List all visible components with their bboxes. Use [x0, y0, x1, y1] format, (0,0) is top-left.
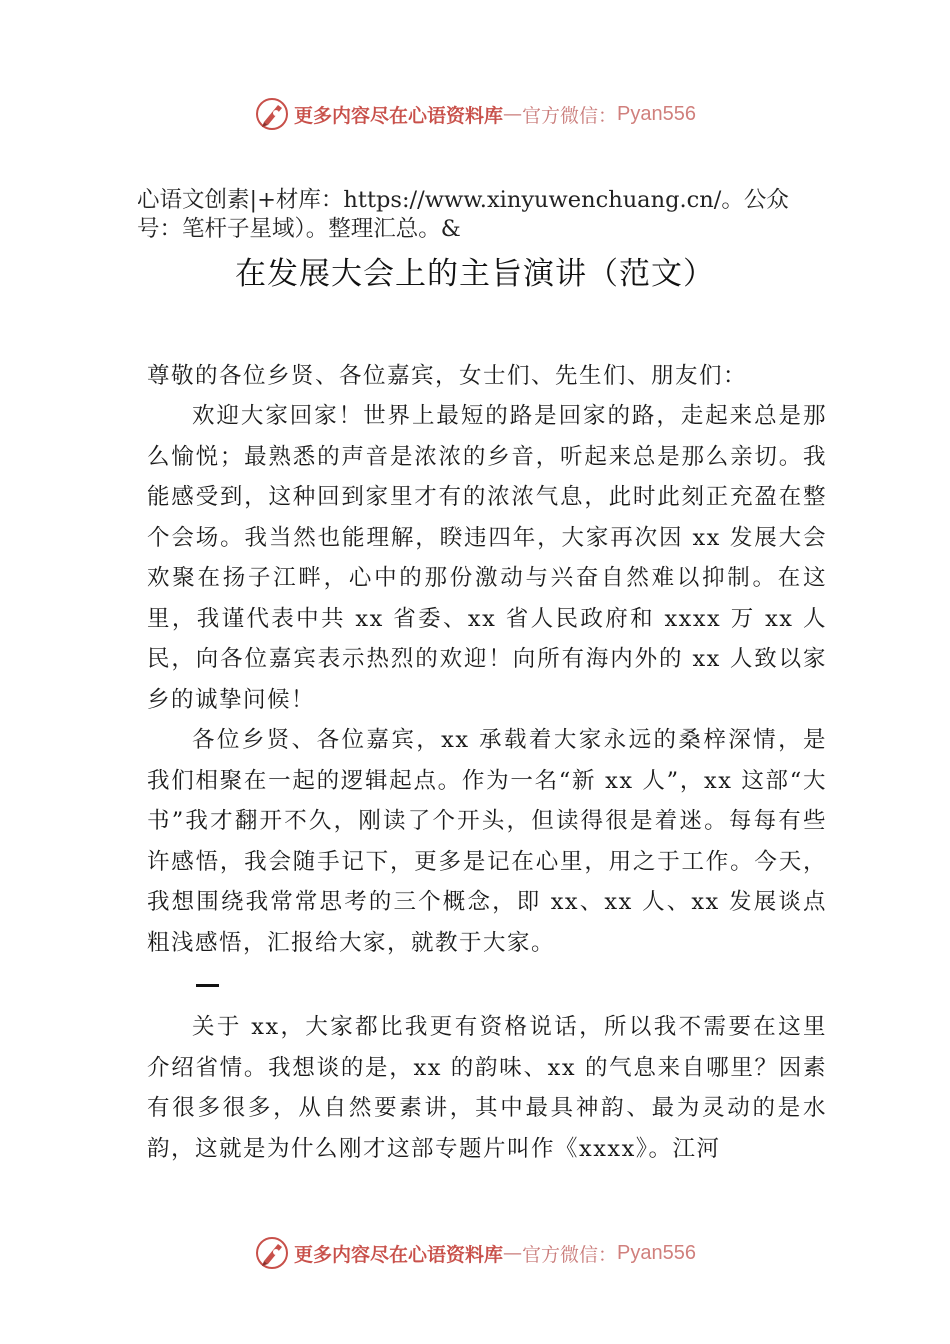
- body-section-one: [147, 1007, 827, 1169]
- salutation: [147, 356, 827, 397]
- watermark-separator: —: [503, 1242, 523, 1264]
- watermark-main-text: 更多内容尽在心语资料库: [294, 104, 504, 127]
- pen-logo-icon: [254, 96, 290, 132]
- watermark-wechat-id: Pyan556: [617, 1241, 696, 1264]
- watermark-wechat-id: Pyan556: [617, 102, 696, 125]
- watermark-banner-bottom: [0, 1233, 950, 1273]
- paragraph: 关于 xx，大家都比我更有资格说话，所以我不需要在这里介绍省情。我想谈的是，xx 的韵味、xx 的气息来自哪里？因素有很多很多，从自然要素讲，其中最具神韵、最为灵动的是水韵，这就是为什么刚才这部专题片叫作《xxxx》。江河: [147, 1014, 827, 1162]
- watermark-wechat-label: 官方微信：: [522, 1243, 618, 1266]
- pen-logo-icon: [254, 1235, 290, 1271]
- source-note: 心语文创素|+材库：https://www.xinyuwenchuang.cn/。公众号：笔杆子星域）。整理汇总。&: [137, 187, 789, 242]
- document-title: 在发展大会上的主旨演讲（范文）: [235, 256, 715, 292]
- salutation-text: 尊敬的各位乡贤、各位嘉宾，女士们、先生们、朋友们：: [147, 363, 748, 389]
- watermark-main-text: 更多内容尽在心语资料库: [294, 1243, 504, 1266]
- watermark-banner-top: [0, 94, 950, 134]
- watermark-wechat-label: 官方微信：: [522, 104, 618, 127]
- paragraph: 各位乡贤、各位嘉宾，xx 承载着大家永远的桑梓深情，是我们相聚在一起的逻辑起点。作为一名“新 xx 人”，xx 这部“大书”我才翻开不久，刚读了个开头，但读得很是着迷。每每有些许感悟，我会随手记下，更多是记在心里，用之于工作。今天，我想围绕我常常思考的三个概念，即 xx、xx 人、xx 发展谈点粗浅感悟，汇报给大家，就教于大家。: [147, 727, 827, 956]
- body-section-intro: [147, 396, 827, 963]
- watermark-separator: —: [503, 103, 523, 125]
- section-heading-one: [196, 984, 219, 987]
- paragraph: 欢迎大家回家！世界上最短的路是回家的路，走起来总是那么愉悦；最熟悉的声音是浓浓的乡音，听起来总是那么亲切。我能感受到，这种回到家里才有的浓浓气息，此时此刻正充盈在整个会场。我当然也能理解，睽违四年，大家再次因 xx 发展大会欢聚在扬子江畔，心中的那份激动与兴奋自然难以抑制。在这里，我谨代表中共 xx 省委、xx 省人民政府和 xxxx 万 xx 人民，向各位嘉宾表示热烈的欢迎！向所有海内外的 xx 人致以家乡的诚挚问候！: [147, 403, 827, 713]
